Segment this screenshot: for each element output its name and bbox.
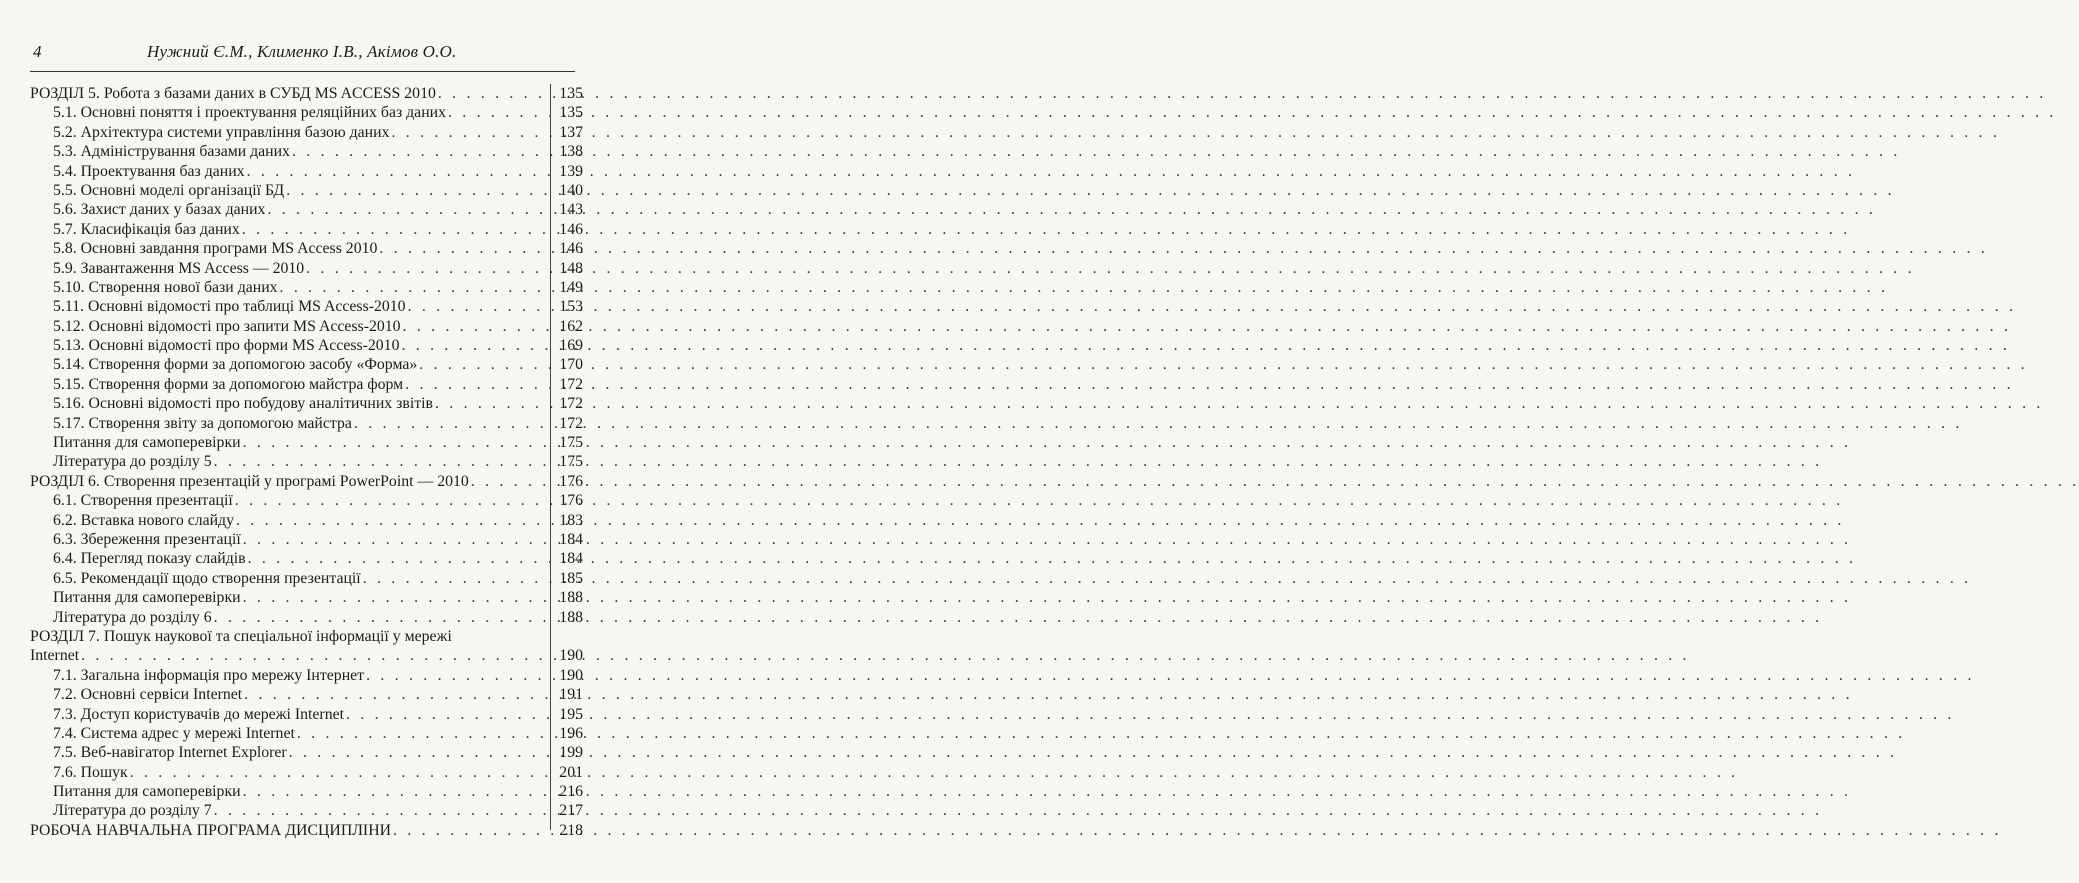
toc-entry-title: 5.14. Створення форми за допомогою засобу «Форма» [53,356,418,374]
toc-section-row [0,491,600,510]
toc-entry [53,317,547,336]
toc-page-number: 188 [559,608,583,626]
toc-page-number: 140 [559,181,583,199]
toc-entry-continuation [30,646,547,665]
toc-entry [53,491,547,510]
dot-leader [289,743,1898,762]
toc-entry-title: 5.15. Створення форми за допомогою майстра форм [53,375,404,393]
toc-section-row [0,666,600,685]
toc-entry [53,685,547,704]
toc-section-row [0,239,600,258]
toc-section-row [0,259,600,278]
toc-page-number: 172 [559,395,583,413]
dot-leader [363,569,1972,588]
dot-leader [81,646,1690,665]
toc-entry-title: РОЗДІЛ 5. Робота з базами даних в СУБД MS ACCESS 2010 [30,85,436,102]
page-number: 4 [33,42,42,61]
toc-entry [53,452,547,471]
toc-entry [53,181,547,200]
toc-page-number: 172 [559,375,583,393]
toc-section-row [0,336,600,355]
dot-leader [247,162,1856,181]
dot-leader [403,317,2012,336]
dot-leader [292,142,1901,161]
toc-entry [53,200,547,219]
toc-section-row [0,142,600,161]
toc-page-number: 191 [559,686,583,704]
toc-entry-title: 7.1. Загальна інформація про мережу Інтернет [53,666,365,684]
toc-page-number: 175 [559,453,583,471]
toc-page-number: 190 [559,666,583,684]
toc-page-number: 146 [559,240,583,258]
toc-entry [53,588,547,607]
toc-section-row [0,220,600,239]
toc-page-number: 184 [559,530,583,548]
toc-entry-title: 5.8. Основні завдання програми MS Access 2010 [53,240,378,258]
toc-section-row [0,200,600,219]
toc-entry-title: РОЗДІЛ 7. Пошук наукової та спеціальної інформації у мережі [30,627,452,645]
dot-leader [243,530,1852,549]
toc-section-row [0,181,600,200]
toc-page-number: 135 [559,85,583,102]
dot-leader [448,103,2057,122]
toc-section-row [0,569,600,588]
dot-leader [401,336,2010,355]
toc-page-number: 201 [559,763,583,781]
toc-section-row [0,394,600,413]
dot-leader [346,705,1955,724]
dot-leader [408,297,2017,316]
dot-leader [306,259,1915,278]
toc-entry [53,278,547,297]
dot-leader [243,433,1852,452]
toc-page-number: 143 [559,201,583,219]
toc-section-row [0,414,600,433]
toc-entry-title: 7.4. Система адрес у мережі Internet [53,724,295,742]
toc-page-number: 162 [559,317,583,335]
toc-entry-title: Література до розділу 7 [53,802,212,820]
toc-chapter-row [0,472,600,491]
toc-entry-title: Література до розділу 5 [53,453,212,471]
toc-section-row [0,549,600,568]
dot-leader [297,724,1906,743]
toc-section-row [0,317,600,336]
dot-leader [405,375,2014,394]
dot-leader [286,181,1895,200]
toc-entry [53,142,547,161]
toc-section-row [0,763,600,782]
toc-section-row [0,278,600,297]
toc-page-number: 199 [559,744,583,762]
toc-entry-title: 6.4. Перегляд показу слайдів [53,550,246,568]
dot-leader [280,278,1889,297]
toc-entry-title: 7.3. Доступ користувачів до мережі Internet [53,705,344,723]
toc-entry [53,530,547,549]
toc-entry-title: 5.13. Основні відомості про форми MS Access-2010 [53,337,400,355]
dot-leader [235,491,1844,510]
dot-leader [214,801,1823,820]
toc-section-row [0,123,600,142]
toc-entry-title: 5.10. Створення нової бази даних [53,278,278,296]
header-rule [30,71,575,72]
toc-entry-title: 5.1. Основні поняття і проектування реляційних баз даних [53,104,446,122]
dot-leader [248,549,1857,568]
toc-page-number: 146 [559,220,583,238]
toc-entry-title: 5.6. Захист даних у базах даних [53,201,266,219]
toc-section-row [0,162,600,181]
toc-page-number: 170 [559,356,583,374]
toc-page-number: 169 [559,337,583,355]
toc-entry-title: РОЗДІЛ 6. Створення презентацій у програмі PowerPoint — 2010 [30,472,469,490]
toc-page-number: 176 [559,492,583,510]
toc-page-number: 176 [559,472,583,490]
toc-section-row [0,511,600,530]
header-authors: Нужний Є.М., Клименко І.В., Акімов О.О. [147,42,457,61]
toc-page-number: 190 [559,647,583,665]
toc-entry-title: 5.16. Основні відомості про побудову аналітичних звітів [53,395,433,413]
toc-entry [53,239,547,258]
toc-entry [53,743,547,762]
toc-entry [53,123,547,142]
dot-leader [354,414,1963,433]
toc-entry [53,394,547,413]
toc-entry-title: 6.2. Вставка нового слайду [53,511,234,529]
toc-page-number: 216 [559,783,583,801]
toc-page-number: 217 [559,802,583,820]
toc-entry-title: 5.9. Завантаження MS Access — 2010 [53,259,305,277]
toc-entry [53,433,547,452]
dot-leader [419,355,2028,374]
dot-leader [391,123,2000,142]
toc-page-number: 218 [559,821,583,839]
toc-section-row [0,588,600,607]
toc-entry [53,511,547,530]
toc-chapter-row [0,84,600,103]
dot-leader [243,588,1852,607]
toc-page-number: 153 [559,298,583,316]
running-header [0,40,600,66]
dot-leader [243,782,1852,801]
toc-section-row [0,801,600,820]
page-column-rule [550,84,551,830]
dot-leader [130,763,1739,782]
toc-section-row [0,452,600,471]
toc-entry [30,472,547,491]
toc-entry-title: 6.3. Збереження презентації [53,530,241,548]
table-of-contents [0,84,600,840]
dot-leader [379,239,1988,258]
toc-entry [53,608,547,627]
dot-leader [242,220,1851,239]
toc-entry [53,763,547,782]
toc-section-row [0,530,600,549]
toc-entry [53,569,547,588]
toc-entry-title: 5.4. Проектування баз даних [53,162,245,180]
toc-entry [53,297,547,316]
dot-leader [393,821,2002,840]
toc-entry-title: 7.5. Веб-навігатор Internet Explorer [53,744,287,762]
toc-page-number: 139 [559,162,583,180]
toc-entry [53,162,547,181]
toc-entry [53,724,547,743]
dot-leader [438,84,2047,103]
toc-entry [53,220,547,239]
toc-section-row [0,705,600,724]
toc-page-number: 149 [559,278,583,296]
toc-entry-title: 6.1. Створення презентації [53,492,233,510]
toc-entry [30,84,547,103]
toc-entry [53,549,547,568]
toc-entry-title: 6.5. Рекомендації щодо створення презентації [53,569,361,587]
toc-page-number: 185 [559,569,583,587]
dot-leader [214,608,1823,627]
toc-page-number: 175 [559,434,583,452]
toc-page-number: 188 [559,589,583,607]
toc-entry [53,414,547,433]
toc-entry-title: РОБОЧА НАВЧАЛЬНА ПРОГРАМА ДИСЦИПЛІНИ [30,821,392,839]
toc-entry-title: 5.7. Класифікація баз даних [53,220,240,238]
toc-page-number: 183 [559,511,583,529]
toc-section-row [0,724,600,743]
dot-leader [435,394,2044,413]
dot-leader [244,685,1853,704]
toc-page-number: 196 [559,724,583,742]
toc-section-row [0,743,600,762]
dot-leader [214,452,1823,471]
toc-entry [53,103,547,122]
toc-entry-title: Питання для самоперевірки [53,589,241,607]
toc-entry [53,666,547,685]
toc-entry-title: Література до розділу 6 [53,608,212,626]
toc-section-row [0,685,600,704]
toc-entry [53,705,547,724]
toc-entry [53,801,547,820]
toc-entry [30,821,547,840]
toc-chapter-row [0,821,600,840]
toc-section-row [0,608,600,627]
dot-leader [471,472,2079,491]
toc-entry [53,782,547,801]
toc-entry [53,259,547,278]
toc-entry [53,355,547,374]
toc-entry-title: 7.6. Пошук [53,763,128,781]
toc-page-number: 138 [559,143,583,161]
toc-entry-title-continued: Internet [30,647,80,665]
toc-page-number: 135 [559,104,583,122]
dot-leader [267,200,1876,219]
toc-page-number: 137 [559,123,583,141]
toc-entry-title: Питання для самоперевірки [53,434,241,452]
toc-entry-title: 5.3. Адміністрування базами даних [53,143,290,161]
toc-entry-title: 5.11. Основні відомості про таблиці MS Access-2010 [53,298,406,316]
toc-entry-title: 5.17. Створення звіту за допомогою майстра [53,414,352,432]
dot-leader [366,666,1975,685]
toc-entry-title: 5.5. Основні моделі організації БД [53,181,285,199]
toc-page-number: 148 [559,259,583,277]
toc-page-number: 195 [559,705,583,723]
toc-page-number: 172 [559,414,583,432]
toc-section-row [0,297,600,316]
toc-section-row [0,375,600,394]
toc-entry [53,336,547,355]
toc-section-row [0,433,600,452]
toc-page-number: 184 [559,550,583,568]
toc-entry [53,375,547,394]
toc-section-row [0,355,600,374]
toc-entry-title: 5.12. Основні відомості про запити MS Access-2010 [53,317,401,335]
toc-chapter-row [0,627,600,666]
toc-entry-title: 7.2. Основні сервіси Internet [53,686,243,704]
toc-entry-title: 5.2. Архітектура системи управління базою даних [53,123,390,141]
dot-leader [236,511,1845,530]
toc-section-row [0,103,600,122]
toc-section-row [0,782,600,801]
toc-entry-title: Питання для самоперевірки [53,783,241,801]
